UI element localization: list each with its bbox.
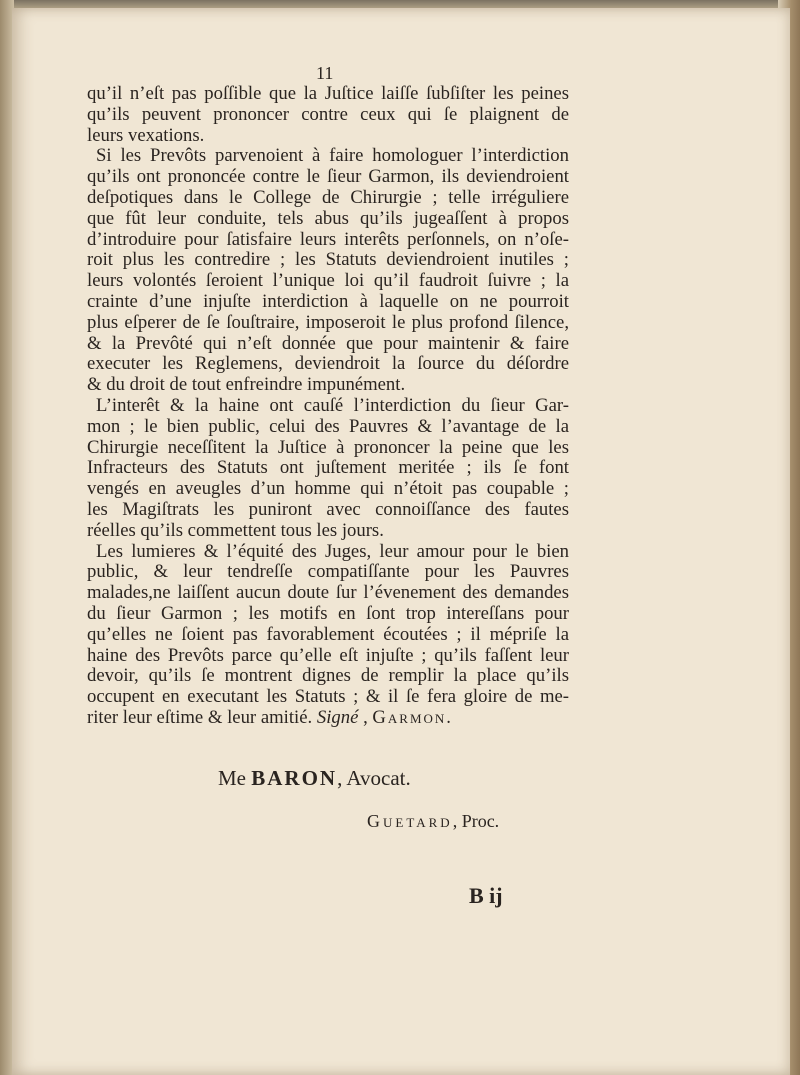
text-line: deſpotiques dans le College de Chirurgie ; telle irréguliere [87,186,569,208]
text-line: occupent en executant les Statuts ; & il ſe fera gloire de me- [87,686,569,708]
text-line: plus eſperer de ſe ſouſtraire, imposeroit le plus profond ſilence, [87,311,569,333]
text-line: devoir, qu’ils ſe montrent dignes de remplir la place qu’ils [87,665,569,687]
counsel-prefix: Me [218,766,246,790]
text-line: qu’il n’eſt pas poſſible que la Juſtice laiſſe ſubſiſter les peines [87,83,569,104]
procureur-title: , Proc. [452,811,500,831]
closing-text: riter leur eſtime & leur amitié. [87,706,313,728]
procureur-signature [367,811,499,832]
text-line: du ſieur Garmon ; les motifs en ſont trop intereſſans pour [87,602,569,624]
text-line: crainte d’une injuſte interdiction à laquelle on ne pourroit [87,290,569,312]
text-line: Chirurgie neceſſitent la Juſtice à prononcer la peine que les [87,436,569,458]
text-line: public, & leur tendreſſe compatiſſante pour les Pauvres [87,561,569,583]
body-text [87,84,569,729]
text-line: leurs vexations. [87,124,205,146]
text-line: & du droit de tout enfreindre impunément. [87,374,406,396]
text-line: & la Prevôté qui n’eſt donnée que pour maintenir & faire [87,332,569,354]
text-line: L’interêt & la haine ont cauſé l’interdiction du ſieur Gar- [96,394,569,416]
text-line: roit plus les contredire ; les Statuts deviendroient inutiles ; [87,249,569,271]
text-line: réelles qu’ils commettent tous les jours. [87,519,384,541]
signe-label: Signé [316,706,359,728]
counsel-title: , Avocat. [337,766,411,790]
book-page [12,8,790,1075]
text-line: que fût leur conduite, tels abus qu’ils jugeaſſent à propos [87,207,569,229]
text-line: Si les Prevôts parvenoient à faire homologuer l’interdiction [96,145,569,167]
closing-line: riter leur eſtime & leur amitié. Signé , Garmon. [87,706,453,728]
text-line: les Magiſtrats les puniront avec connoiſſance des fautes [87,498,569,520]
text-line: haine des Prevôts parce qu’elle eſt injuſte ; qu’ils faſſent leur [87,644,569,666]
text-line: executer les Reglemens, deviendroit la ſource du déſordre [87,353,569,375]
counsel-name: BARON [251,766,338,790]
signer-name: Garmon. [372,706,453,728]
text-line: malades,ne laiſſent aucun doute ſur l’évenement des demandes [87,582,569,604]
text-line: leurs volontés ſeroient l’unique loi qu’il faudroit ſuivre ; la [87,270,569,292]
page-number: 11 [316,63,334,83]
gathering-signature-mark: B ij [469,883,503,908]
text-line: mon ; le bien public, celui des Pauvres & l’avantage de la [87,415,569,437]
text-line: d’introduire pour ſatisfaire leurs interêts perſonnels, on n’oſe- [87,228,569,250]
text-line: qu’elles ne ſoient pas favorablement écoutées ; il mépriſe la [87,623,569,645]
text-line: vengés en aveugles d’un homme qui n’étoit pas coupable ; [87,478,569,500]
text-line: qu’ils ont prononcée contre le ſieur Garmon, ils deviendroient [87,166,569,188]
counsel-signature [218,766,411,791]
text-line: Les lumieres & l’équité des Juges, leur amour pour le bien [96,540,569,562]
procureur-name: Guetard [367,811,453,831]
text-line: qu’ils peuvent prononcer contre ceux qui ſe plaignent de [87,103,569,125]
text-line: Infracteurs des Statuts ont juſtement meritée ; ils ſe font [87,457,569,479]
